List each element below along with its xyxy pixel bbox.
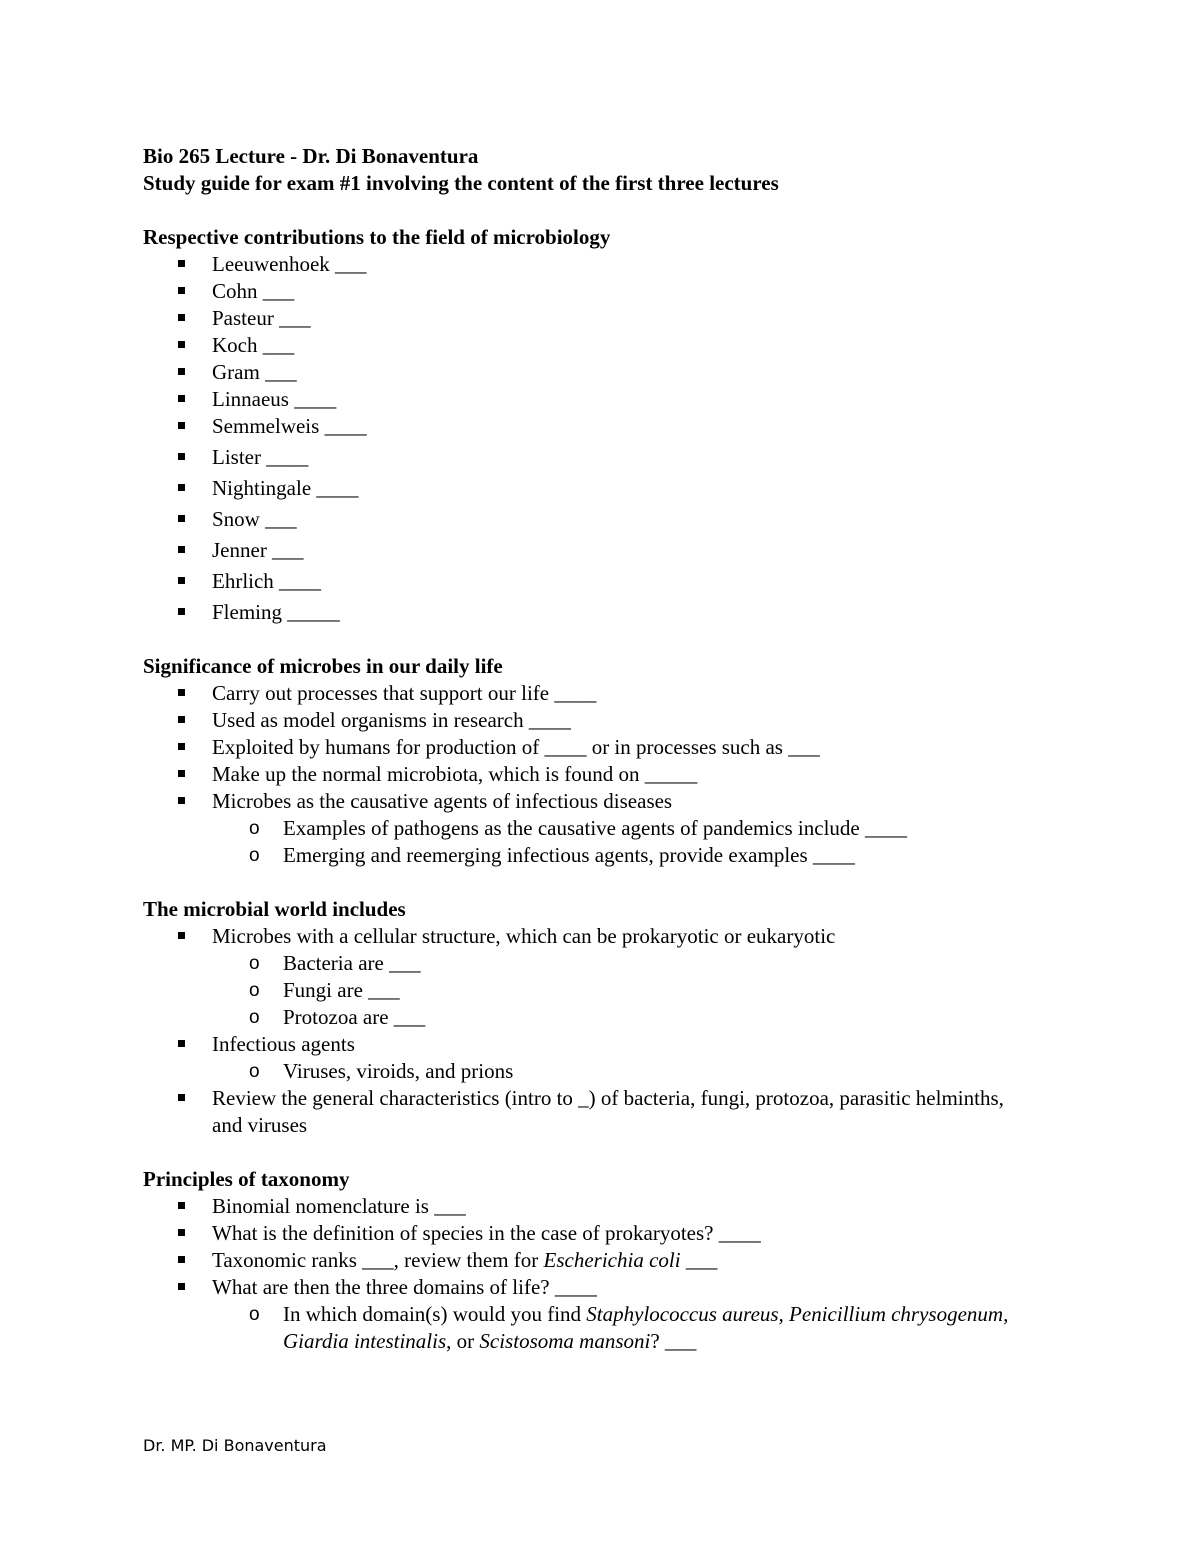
list-item: Fleming _____ [143, 599, 1023, 626]
list-item: Ehrlich ____ [143, 568, 1023, 595]
list-item: What is the definition of species in the case of prokaryotes? ____ [143, 1220, 1023, 1247]
list-item: Review the general characteristics (intro to _) of bacteria, fungi, protozoa, parasitic helminths, and viruses [143, 1085, 1023, 1139]
list-item: Exploited by humans for production of ____ or in processes such as ___ [143, 734, 1023, 761]
list-item: Microbes as the causative agents of infectious diseases [143, 788, 1023, 815]
sub-list-item: o Examples of pathogens as the causative agents of pandemics include ____ [143, 815, 1023, 842]
document-subtitle: Study guide for exam #1 involving the content of the first three lectures [143, 171, 779, 195]
microbial-world-list [143, 923, 1023, 1139]
list-item: Carry out processes that support our life ____ [143, 680, 1023, 707]
list-item: Lister ____ [143, 444, 1023, 471]
text-segment: , or [446, 1329, 480, 1353]
list-item: Binomial nomenclature is ___ [143, 1193, 1023, 1220]
list-item: Used as model organisms in research ____ [143, 707, 1023, 734]
list-item: Linnaeus ____ [143, 386, 1023, 413]
sub-list-item: o Protozoa are ___ [143, 1004, 1023, 1031]
document-body [143, 143, 1023, 1355]
sub-list-item: o Fungi are ___ [143, 977, 1023, 1004]
list-item: Snow ___ [143, 506, 1023, 533]
list-item: Leeuwenhoek ___ [143, 251, 1023, 278]
list-item: Microbes with a cellular structure, which can be prokaryotic or eukaryotic [143, 923, 1023, 950]
section-heading-contributions: Respective contributions to the field of microbiology [143, 225, 611, 249]
list-item: Infectious agents [143, 1031, 1023, 1058]
text-segment: ? ___ [650, 1329, 697, 1353]
text-segment: ___ [680, 1248, 718, 1272]
list-item: Cohn ___ [143, 278, 1023, 305]
section-heading-significance: Significance of microbes in our daily life [143, 654, 503, 678]
list-item: Nightingale ____ [143, 475, 1023, 502]
document-title: Bio 265 Lecture - Dr. Di Bonaventura [143, 144, 479, 168]
list-item: What are then the three domains of life? ____ [143, 1274, 1023, 1301]
list-item [143, 1247, 1023, 1274]
list-item: Gram ___ [143, 359, 1023, 386]
text-segment: Taxonomic ranks ___, review them for [212, 1248, 544, 1272]
contributions-list [143, 251, 1023, 626]
section-heading-taxonomy: Principles of taxonomy [143, 1167, 350, 1191]
list-item: Jenner ___ [143, 537, 1023, 564]
taxonomy-list [143, 1193, 1023, 1355]
list-item: Make up the normal microbiota, which is found on _____ [143, 761, 1023, 788]
italic-species-name: Escherichia coli [543, 1248, 681, 1272]
section-heading-microbial-world: The microbial world includes [143, 897, 406, 921]
page-footer: Dr. MP. Di Bonaventura [143, 1436, 327, 1455]
significance-list [143, 680, 1023, 869]
list-item: Pasteur ___ [143, 305, 1023, 332]
italic-species-name: Scistosoma mansoni [479, 1329, 651, 1353]
list-item: Koch ___ [143, 332, 1023, 359]
sub-list-item [143, 1301, 1023, 1355]
list-item: Semmelweis ____ [143, 413, 1023, 440]
text-segment: In which domain(s) would you find [283, 1302, 587, 1326]
sub-list-item: o Emerging and reemerging infectious agents, provide examples ____ [143, 842, 1023, 869]
italic-species-names: Staphylococcus aureus, Penicillium chrysogenum, Giardia intestinalis [283, 1302, 1009, 1353]
sub-list-item: o Bacteria are ___ [143, 950, 1023, 977]
sub-list-item: o Viruses, viroids, and prions [143, 1058, 1023, 1085]
